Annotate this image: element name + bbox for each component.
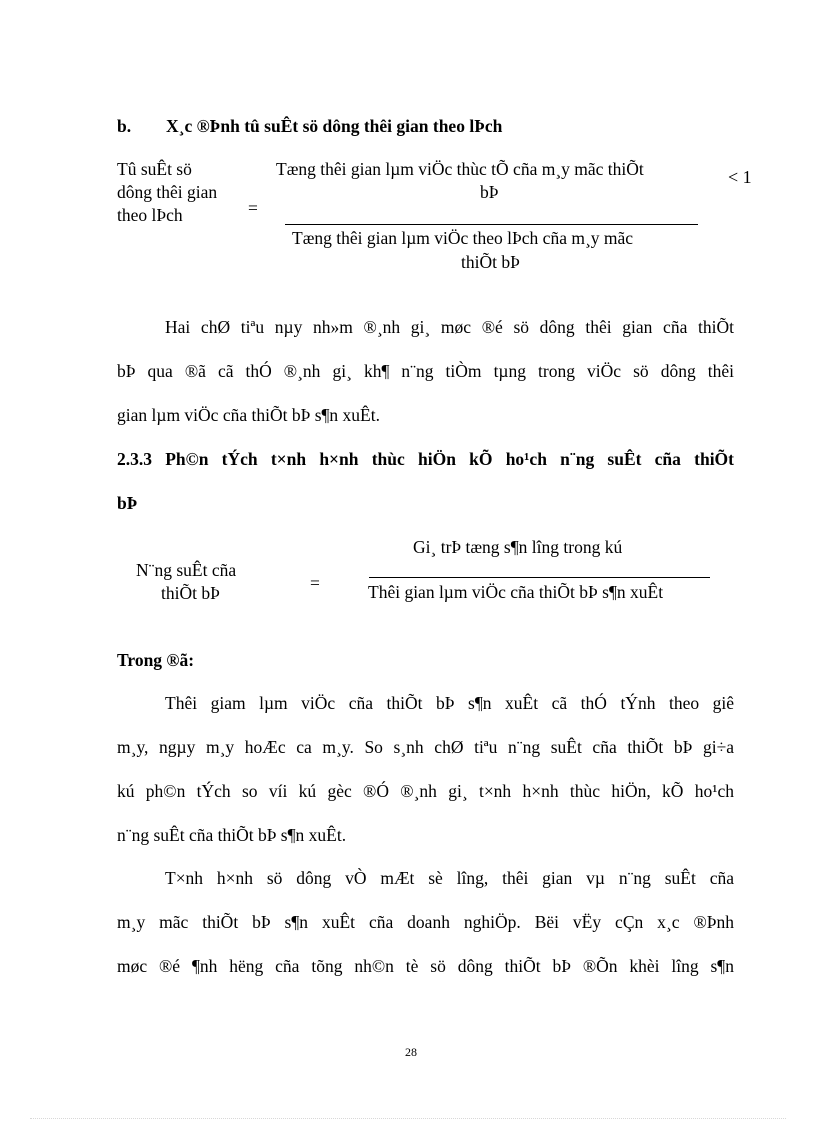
paragraph-line: møc ®é ¶nh hëng cña tõng nh©n tè sö dông thiÕt bÞ ®Õn khèi lîng s¶n xyxy=(117,956,734,976)
formula1-left-line: dông thêi gian xyxy=(117,182,218,202)
formula1-left-line: theo lÞch xyxy=(117,205,183,225)
formula2-left-line: N¨ng suÊt cña xyxy=(136,560,237,580)
formula1-denominator-line: Tæng thêi gian lµm viÖc theo lÞch cña m¸y mãc xyxy=(292,228,634,248)
page-number: 28 xyxy=(405,1045,417,1059)
paragraph-line: gian lµm viÖc cña thiÕt bÞ s¶n xuÊt. xyxy=(117,405,380,425)
formula2-left-line: thiÕt bÞ xyxy=(161,583,220,603)
paragraph-line: bÞ qua ®ã cã thÓ ®¸nh gi¸ kh¶ n¨ng tiÒm tµng trong viÖc sö dông thêi xyxy=(117,361,734,381)
paragraph-line: T×nh h×nh sö dông vÒ mÆt sè lîng, thêi gian vµ n¨ng suÊt cña xyxy=(165,868,734,888)
formula2-fraction-bar xyxy=(369,577,710,578)
formula1-numerator-line: Tæng thêi gian lµm viÖc thùc tÕ cña m¸y mãc thiÕt xyxy=(276,159,644,179)
formula2-denominator: Thêi gian lµm viÖc cña thiÕt bÞ s¶n xuÊt xyxy=(368,582,664,602)
paragraph-line: Thêi giam lµm viÖc cña thiÕt bÞ s¶n xuÊt cã thÓ tÝnh theo giê xyxy=(165,693,734,713)
formula1-fraction-bar xyxy=(285,224,698,225)
formula2-equals: = xyxy=(310,573,320,593)
section-b-title: X¸c ®Þnh tû suÊt sö dông thêi gian theo lÞch xyxy=(166,116,503,136)
formula1-left-line: Tû suÊt sö xyxy=(117,159,192,179)
page-bottom-border xyxy=(30,1118,786,1119)
section-233-heading-cont: bÞ xyxy=(117,493,138,513)
section-b-label: b. xyxy=(117,116,132,136)
paragraph-line: kú ph©n tÝch so víi kú gèc ®Ó ®¸nh gi¸ t×nh h×nh thùc hiÖn, kÕ ho¹ch xyxy=(117,781,734,801)
paragraph-line: m¸y, ngµy m¸y hoÆc ca m¸y. So s¸nh chØ tiªu n¨ng suÊt cña thiÕt bÞ gi÷a xyxy=(117,737,734,757)
formula1-numerator-line: bÞ xyxy=(480,182,499,202)
formula1-comparison: < 1 xyxy=(728,167,752,187)
formula1-denominator-line: thiÕt bÞ xyxy=(461,252,520,272)
paragraph-line: m¸y mãc thiÕt bÞ s¶n xuÊt cña doanh nghiÖp. Bëi vËy cÇn x¸c ®Þnh xyxy=(117,912,734,932)
paragraph-line: n¨ng suÊt cña thiÕt bÞ s¶n xuÊt. xyxy=(117,825,347,845)
trong-do-label: Trong ®ã: xyxy=(117,650,195,670)
section-233-heading: 2.3.3 Ph©n tÝch t×nh h×nh thùc hiÖn kÕ ho¹ch n¨ng suÊt cña thiÕt xyxy=(117,449,734,469)
formula2-numerator: Gi¸ trÞ tæng s¶n lîng trong kú xyxy=(413,537,623,557)
paragraph-line: Hai chØ tiªu nµy nh»m ®¸nh gi¸ møc ®é sö dông thêi gian cña thiÕt xyxy=(165,317,734,337)
formula1-equals: = xyxy=(248,198,258,218)
